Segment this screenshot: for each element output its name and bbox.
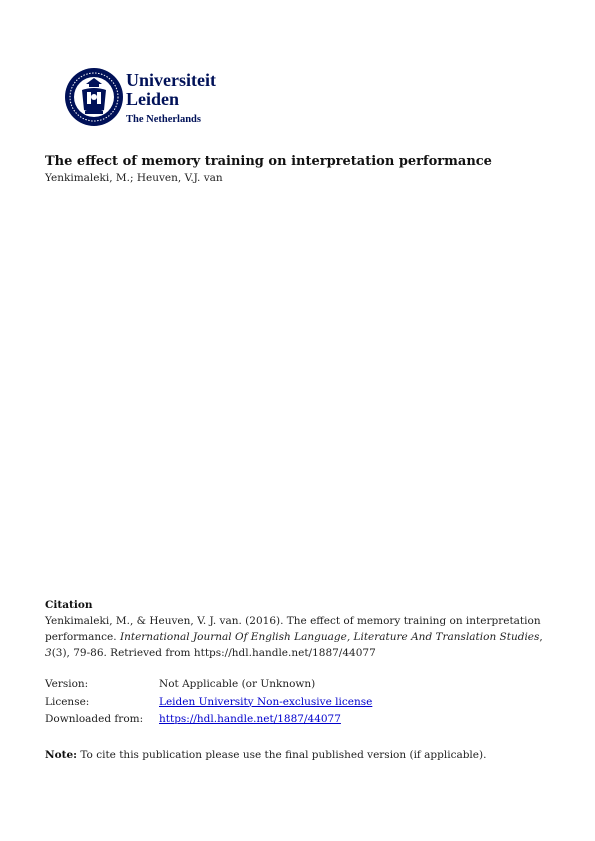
leiden-seal-icon [64, 66, 124, 128]
note-label: Note: [45, 749, 78, 761]
license-link[interactable]: Leiden University Non-exclusive license [159, 695, 373, 708]
version-row [45, 676, 372, 694]
university-logo [64, 66, 234, 130]
citation-text-start: Yenkimaleki, M., & Heuven, V. J. van. (2016). The effect of memory training on interpretation performance. [45, 615, 541, 643]
downloaded-label: Downloaded from: [45, 713, 144, 725]
license-label: License: [45, 695, 90, 708]
metadata-table [45, 676, 372, 729]
citation-journal: International Journal Of English Language, Literature And Translation Studies [119, 631, 540, 643]
citation-volume: 3 [45, 647, 52, 659]
logo-line-universiteit: Universiteit [126, 70, 216, 90]
document-title: The effect of memory training on interpretation performance [45, 154, 492, 169]
citation-separator: , [539, 631, 543, 643]
downloaded-row [45, 711, 372, 729]
logo-line-leiden: Leiden [126, 89, 180, 109]
citation-text [45, 613, 545, 661]
document-authors: Yenkimaleki, M.; Heuven, V.J. van [45, 172, 223, 184]
note-text: To cite this publication please use the final published version (if applicable). [77, 749, 487, 761]
version-label: Version: [45, 678, 89, 690]
license-row [45, 694, 372, 712]
downloaded-link[interactable]: https://hdl.handle.net/1887/44077 [159, 713, 341, 725]
version-value: Not Applicable (or Unknown) [159, 678, 316, 690]
citation-issue-pages: (3), 79-86. Retrieved from https://hdl.handle.net/1887/44077 [51, 647, 376, 659]
logo-line-netherlands: The Netherlands [126, 114, 201, 125]
citation-section [45, 597, 545, 661]
note-line [45, 749, 486, 761]
citation-heading: Citation [45, 599, 93, 611]
logo-wordmark [126, 71, 216, 127]
